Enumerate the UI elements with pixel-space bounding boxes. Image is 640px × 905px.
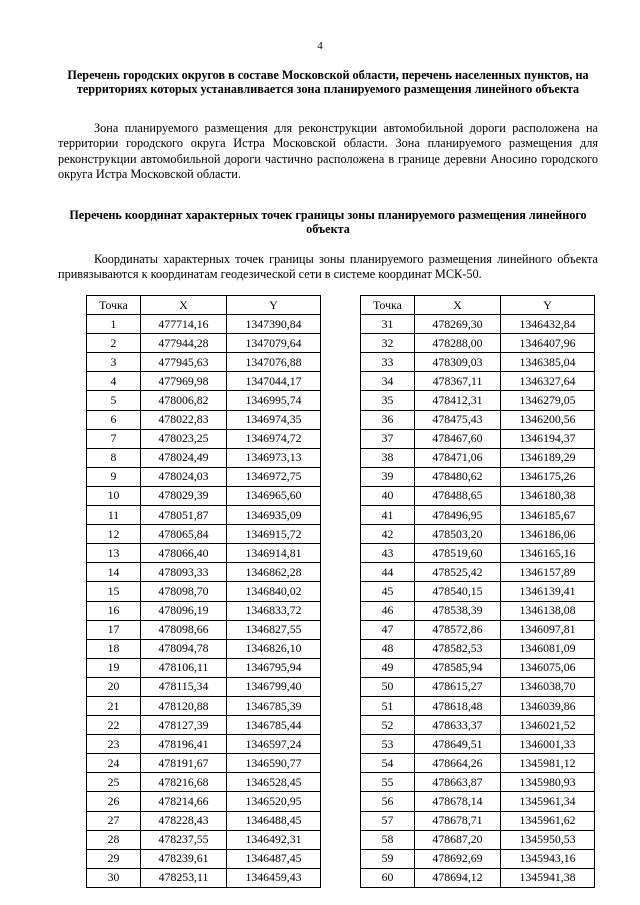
y-cell: 1346200,56 bbox=[501, 410, 595, 429]
y-cell: 1345943,16 bbox=[501, 849, 595, 868]
y-cell: 1346038,70 bbox=[501, 677, 595, 696]
table-header-row bbox=[87, 296, 321, 315]
point-cell: 25 bbox=[87, 773, 141, 792]
point-cell: 54 bbox=[361, 754, 415, 773]
table-row bbox=[87, 696, 321, 715]
point-cell: 23 bbox=[87, 735, 141, 754]
y-cell: 1346075,06 bbox=[501, 658, 595, 677]
x-cell: 477969,98 bbox=[141, 372, 227, 391]
table-row bbox=[87, 563, 321, 582]
y-cell: 1346826,10 bbox=[227, 639, 321, 658]
y-cell: 1346081,09 bbox=[501, 639, 595, 658]
x-cell: 478269,30 bbox=[415, 315, 501, 334]
table-row bbox=[361, 811, 595, 830]
point-cell: 58 bbox=[361, 830, 415, 849]
y-cell: 1346799,40 bbox=[227, 677, 321, 696]
point-cell: 43 bbox=[361, 544, 415, 563]
table-row bbox=[87, 658, 321, 677]
point-cell: 8 bbox=[87, 448, 141, 467]
y-cell: 1346995,74 bbox=[227, 391, 321, 410]
coordinates-table-left bbox=[86, 295, 321, 888]
table-row bbox=[361, 601, 595, 620]
point-cell: 59 bbox=[361, 849, 415, 868]
table-row bbox=[87, 353, 321, 372]
y-cell: 1347044,17 bbox=[227, 372, 321, 391]
y-cell: 1345961,34 bbox=[501, 792, 595, 811]
x-cell: 478098,70 bbox=[141, 582, 227, 601]
table-row bbox=[87, 601, 321, 620]
point-cell: 4 bbox=[87, 372, 141, 391]
table-row bbox=[87, 868, 321, 887]
x-cell: 478093,33 bbox=[141, 563, 227, 582]
table-row bbox=[87, 811, 321, 830]
point-cell: 37 bbox=[361, 429, 415, 448]
point-cell: 39 bbox=[361, 467, 415, 486]
point-cell: 11 bbox=[87, 506, 141, 525]
y-cell: 1346833,72 bbox=[227, 601, 321, 620]
heading-districts-list: Перечень городских округов в составе Московской области, перечень населенных пунктов, на территориях которых устанавливается зона планируемого размещения линейного объекта bbox=[67, 68, 589, 96]
table-row bbox=[361, 353, 595, 372]
table-row bbox=[361, 544, 595, 563]
table-row bbox=[87, 754, 321, 773]
x-cell: 478115,34 bbox=[141, 677, 227, 696]
y-cell: 1345941,38 bbox=[501, 868, 595, 887]
x-cell: 478120,88 bbox=[141, 696, 227, 715]
x-cell: 478471,06 bbox=[415, 448, 501, 467]
header-y: Y bbox=[501, 296, 595, 315]
x-cell: 478615,27 bbox=[415, 677, 501, 696]
point-cell: 6 bbox=[87, 410, 141, 429]
x-cell: 478237,55 bbox=[141, 830, 227, 849]
point-cell: 52 bbox=[361, 716, 415, 735]
y-cell: 1346965,60 bbox=[227, 486, 321, 505]
point-cell: 49 bbox=[361, 658, 415, 677]
x-cell: 478678,71 bbox=[415, 811, 501, 830]
point-cell: 3 bbox=[87, 353, 141, 372]
table-header-row bbox=[361, 296, 595, 315]
coordinates-table-right bbox=[360, 295, 595, 888]
y-cell: 1346139,41 bbox=[501, 582, 595, 601]
x-cell: 478475,43 bbox=[415, 410, 501, 429]
point-cell: 26 bbox=[87, 792, 141, 811]
x-cell: 478467,60 bbox=[415, 429, 501, 448]
point-cell: 5 bbox=[87, 391, 141, 410]
y-cell: 1346974,35 bbox=[227, 410, 321, 429]
x-cell: 478633,37 bbox=[415, 716, 501, 735]
y-cell: 1346492,31 bbox=[227, 830, 321, 849]
x-cell: 478618,48 bbox=[415, 696, 501, 715]
table-row bbox=[361, 506, 595, 525]
heading-coordinates-list: Перечень координат характерных точек границы зоны планируемого размещения линейного объекта bbox=[69, 208, 587, 236]
table-row bbox=[87, 639, 321, 658]
x-cell: 478191,67 bbox=[141, 754, 227, 773]
x-cell: 478094,78 bbox=[141, 639, 227, 658]
x-cell: 478525,42 bbox=[415, 563, 501, 582]
x-cell: 478288,00 bbox=[415, 334, 501, 353]
y-cell: 1346039,86 bbox=[501, 696, 595, 715]
point-cell: 57 bbox=[361, 811, 415, 830]
point-cell: 10 bbox=[87, 486, 141, 505]
header-y: Y bbox=[227, 296, 321, 315]
point-cell: 33 bbox=[361, 353, 415, 372]
y-cell: 1346180,38 bbox=[501, 486, 595, 505]
x-cell: 478309,03 bbox=[415, 353, 501, 372]
x-cell: 478488,65 bbox=[415, 486, 501, 505]
table-row bbox=[87, 620, 321, 639]
x-cell: 478098,66 bbox=[141, 620, 227, 639]
x-cell: 478540,15 bbox=[415, 582, 501, 601]
point-cell: 15 bbox=[87, 582, 141, 601]
x-cell: 478585,94 bbox=[415, 658, 501, 677]
table-row bbox=[361, 658, 595, 677]
x-cell: 478216,68 bbox=[141, 773, 227, 792]
x-cell: 478694,12 bbox=[415, 868, 501, 887]
table-row bbox=[361, 315, 595, 334]
table-row bbox=[361, 391, 595, 410]
table-row bbox=[87, 849, 321, 868]
point-cell: 47 bbox=[361, 620, 415, 639]
y-cell: 1345980,93 bbox=[501, 773, 595, 792]
point-cell: 20 bbox=[87, 677, 141, 696]
point-cell: 2 bbox=[87, 334, 141, 353]
y-cell: 1346785,39 bbox=[227, 696, 321, 715]
table-row bbox=[361, 486, 595, 505]
x-cell: 477714,16 bbox=[141, 315, 227, 334]
table-row bbox=[87, 429, 321, 448]
table-row bbox=[361, 716, 595, 735]
table-row bbox=[361, 868, 595, 887]
table-row bbox=[361, 563, 595, 582]
x-cell: 478239,61 bbox=[141, 849, 227, 868]
x-cell: 478503,20 bbox=[415, 525, 501, 544]
table-row bbox=[361, 830, 595, 849]
y-cell: 1346001,33 bbox=[501, 735, 595, 754]
x-cell: 478024,03 bbox=[141, 467, 227, 486]
y-cell: 1346487,45 bbox=[227, 849, 321, 868]
x-cell: 478023,25 bbox=[141, 429, 227, 448]
x-cell: 478022,83 bbox=[141, 410, 227, 429]
point-cell: 14 bbox=[87, 563, 141, 582]
y-cell: 1346097,81 bbox=[501, 620, 595, 639]
point-cell: 48 bbox=[361, 639, 415, 658]
y-cell: 1346327,64 bbox=[501, 372, 595, 391]
table-row bbox=[87, 315, 321, 334]
y-cell: 1346175,26 bbox=[501, 467, 595, 486]
header-point: Точка bbox=[361, 296, 415, 315]
y-cell: 1346194,37 bbox=[501, 429, 595, 448]
point-cell: 19 bbox=[87, 658, 141, 677]
y-cell: 1346432,84 bbox=[501, 315, 595, 334]
point-cell: 38 bbox=[361, 448, 415, 467]
y-cell: 1346407,96 bbox=[501, 334, 595, 353]
table-row bbox=[361, 429, 595, 448]
y-cell: 1345981,12 bbox=[501, 754, 595, 773]
point-cell: 21 bbox=[87, 696, 141, 715]
x-cell: 478127,39 bbox=[141, 716, 227, 735]
x-cell: 478367,11 bbox=[415, 372, 501, 391]
point-cell: 46 bbox=[361, 601, 415, 620]
x-cell: 478228,43 bbox=[141, 811, 227, 830]
point-cell: 28 bbox=[87, 830, 141, 849]
y-cell: 1347079,64 bbox=[227, 334, 321, 353]
y-cell: 1346935,09 bbox=[227, 506, 321, 525]
y-cell: 1346189,29 bbox=[501, 448, 595, 467]
x-cell: 478664,26 bbox=[415, 754, 501, 773]
y-cell: 1346488,45 bbox=[227, 811, 321, 830]
y-cell: 1346590,77 bbox=[227, 754, 321, 773]
table-row bbox=[87, 582, 321, 601]
point-cell: 16 bbox=[87, 601, 141, 620]
header-point: Точка bbox=[87, 296, 141, 315]
point-cell: 17 bbox=[87, 620, 141, 639]
x-cell: 477945,63 bbox=[141, 353, 227, 372]
x-cell: 478051,87 bbox=[141, 506, 227, 525]
x-cell: 478106,11 bbox=[141, 658, 227, 677]
table-row bbox=[361, 639, 595, 658]
y-cell: 1346915,72 bbox=[227, 525, 321, 544]
y-cell: 1346840,02 bbox=[227, 582, 321, 601]
paragraph-coordinate-system: Координаты характерных точек границы зоны планируемого размещения линейного объекта привязываются к координатам геодезической сети в системе координат МСК-50. bbox=[58, 252, 598, 282]
table-row bbox=[361, 792, 595, 811]
y-cell: 1345950,53 bbox=[501, 830, 595, 849]
y-cell: 1346914,81 bbox=[227, 544, 321, 563]
x-cell: 478496,95 bbox=[415, 506, 501, 525]
point-cell: 45 bbox=[361, 582, 415, 601]
x-cell: 478065,84 bbox=[141, 525, 227, 544]
point-cell: 35 bbox=[361, 391, 415, 410]
point-cell: 51 bbox=[361, 696, 415, 715]
point-cell: 24 bbox=[87, 754, 141, 773]
y-cell: 1346973,13 bbox=[227, 448, 321, 467]
table-row bbox=[87, 506, 321, 525]
point-cell: 36 bbox=[361, 410, 415, 429]
point-cell: 32 bbox=[361, 334, 415, 353]
x-cell: 478096,19 bbox=[141, 601, 227, 620]
point-cell: 55 bbox=[361, 773, 415, 792]
y-cell: 1346785,44 bbox=[227, 716, 321, 735]
table-row bbox=[361, 620, 595, 639]
x-cell: 478253,11 bbox=[141, 868, 227, 887]
x-cell: 478024,49 bbox=[141, 448, 227, 467]
y-cell: 1346157,89 bbox=[501, 563, 595, 582]
table-row bbox=[361, 677, 595, 696]
table-row bbox=[87, 735, 321, 754]
x-cell: 478066,40 bbox=[141, 544, 227, 563]
page-number: 4 bbox=[317, 40, 323, 52]
table-row bbox=[87, 677, 321, 696]
y-cell: 1346279,05 bbox=[501, 391, 595, 410]
point-cell: 13 bbox=[87, 544, 141, 563]
x-cell: 478687,20 bbox=[415, 830, 501, 849]
x-cell: 478214,66 bbox=[141, 792, 227, 811]
y-cell: 1346795,94 bbox=[227, 658, 321, 677]
y-cell: 1347076,88 bbox=[227, 353, 321, 372]
point-cell: 22 bbox=[87, 716, 141, 735]
y-cell: 1346827,55 bbox=[227, 620, 321, 639]
table-row bbox=[361, 334, 595, 353]
point-cell: 41 bbox=[361, 506, 415, 525]
header-x: X bbox=[141, 296, 227, 315]
x-cell: 477944,28 bbox=[141, 334, 227, 353]
x-cell: 478006,82 bbox=[141, 391, 227, 410]
point-cell: 31 bbox=[361, 315, 415, 334]
table-row bbox=[87, 448, 321, 467]
table-row bbox=[361, 525, 595, 544]
point-cell: 50 bbox=[361, 677, 415, 696]
point-cell: 40 bbox=[361, 486, 415, 505]
y-cell: 1347390,84 bbox=[227, 315, 321, 334]
point-cell: 53 bbox=[361, 735, 415, 754]
table-row bbox=[361, 410, 595, 429]
table-row bbox=[87, 372, 321, 391]
x-cell: 478572,86 bbox=[415, 620, 501, 639]
table-row bbox=[87, 773, 321, 792]
x-cell: 478519,60 bbox=[415, 544, 501, 563]
y-cell: 1346974,72 bbox=[227, 429, 321, 448]
table-row bbox=[361, 735, 595, 754]
table-row bbox=[361, 448, 595, 467]
point-cell: 9 bbox=[87, 467, 141, 486]
point-cell: 29 bbox=[87, 849, 141, 868]
x-cell: 478538,39 bbox=[415, 601, 501, 620]
point-cell: 34 bbox=[361, 372, 415, 391]
x-cell: 478692,69 bbox=[415, 849, 501, 868]
table-row bbox=[87, 525, 321, 544]
table-row bbox=[87, 467, 321, 486]
x-cell: 478649,51 bbox=[415, 735, 501, 754]
table-row bbox=[87, 544, 321, 563]
x-cell: 478196,41 bbox=[141, 735, 227, 754]
point-cell: 12 bbox=[87, 525, 141, 544]
table-row bbox=[87, 830, 321, 849]
table-row bbox=[87, 486, 321, 505]
x-cell: 478029,39 bbox=[141, 486, 227, 505]
point-cell: 60 bbox=[361, 868, 415, 887]
y-cell: 1346165,16 bbox=[501, 544, 595, 563]
x-cell: 478582,53 bbox=[415, 639, 501, 658]
y-cell: 1346528,45 bbox=[227, 773, 321, 792]
point-cell: 1 bbox=[87, 315, 141, 334]
table-row bbox=[361, 754, 595, 773]
y-cell: 1346186,06 bbox=[501, 525, 595, 544]
y-cell: 1346972,75 bbox=[227, 467, 321, 486]
table-row bbox=[87, 792, 321, 811]
table-row bbox=[361, 773, 595, 792]
x-cell: 478663,87 bbox=[415, 773, 501, 792]
table-row bbox=[361, 467, 595, 486]
point-cell: 30 bbox=[87, 868, 141, 887]
y-cell: 1346385,04 bbox=[501, 353, 595, 372]
table-row bbox=[361, 849, 595, 868]
x-cell: 478678,14 bbox=[415, 792, 501, 811]
y-cell: 1346862,28 bbox=[227, 563, 321, 582]
table-row bbox=[87, 391, 321, 410]
header-x: X bbox=[415, 296, 501, 315]
y-cell: 1345961,62 bbox=[501, 811, 595, 830]
y-cell: 1346021,52 bbox=[501, 716, 595, 735]
point-cell: 44 bbox=[361, 563, 415, 582]
y-cell: 1346597,24 bbox=[227, 735, 321, 754]
table-row bbox=[87, 716, 321, 735]
paragraph-zone-location: Зона планируемого размещения для реконструкции автомобильной дороги расположена на территории городского округа Истра Московской области. Зона планируемого размещения для реконструкции автомобильной дороги частично расположена в границе деревни Аносино городского округа Истра Московской области. bbox=[58, 121, 598, 181]
table-row bbox=[361, 582, 595, 601]
y-cell: 1346459,43 bbox=[227, 868, 321, 887]
y-cell: 1346185,67 bbox=[501, 506, 595, 525]
table-row bbox=[361, 372, 595, 391]
point-cell: 27 bbox=[87, 811, 141, 830]
table-row bbox=[87, 410, 321, 429]
point-cell: 7 bbox=[87, 429, 141, 448]
point-cell: 56 bbox=[361, 792, 415, 811]
point-cell: 42 bbox=[361, 525, 415, 544]
x-cell: 478480,62 bbox=[415, 467, 501, 486]
point-cell: 18 bbox=[87, 639, 141, 658]
table-row bbox=[361, 696, 595, 715]
y-cell: 1346138,08 bbox=[501, 601, 595, 620]
y-cell: 1346520,95 bbox=[227, 792, 321, 811]
table-row bbox=[87, 334, 321, 353]
x-cell: 478412,31 bbox=[415, 391, 501, 410]
